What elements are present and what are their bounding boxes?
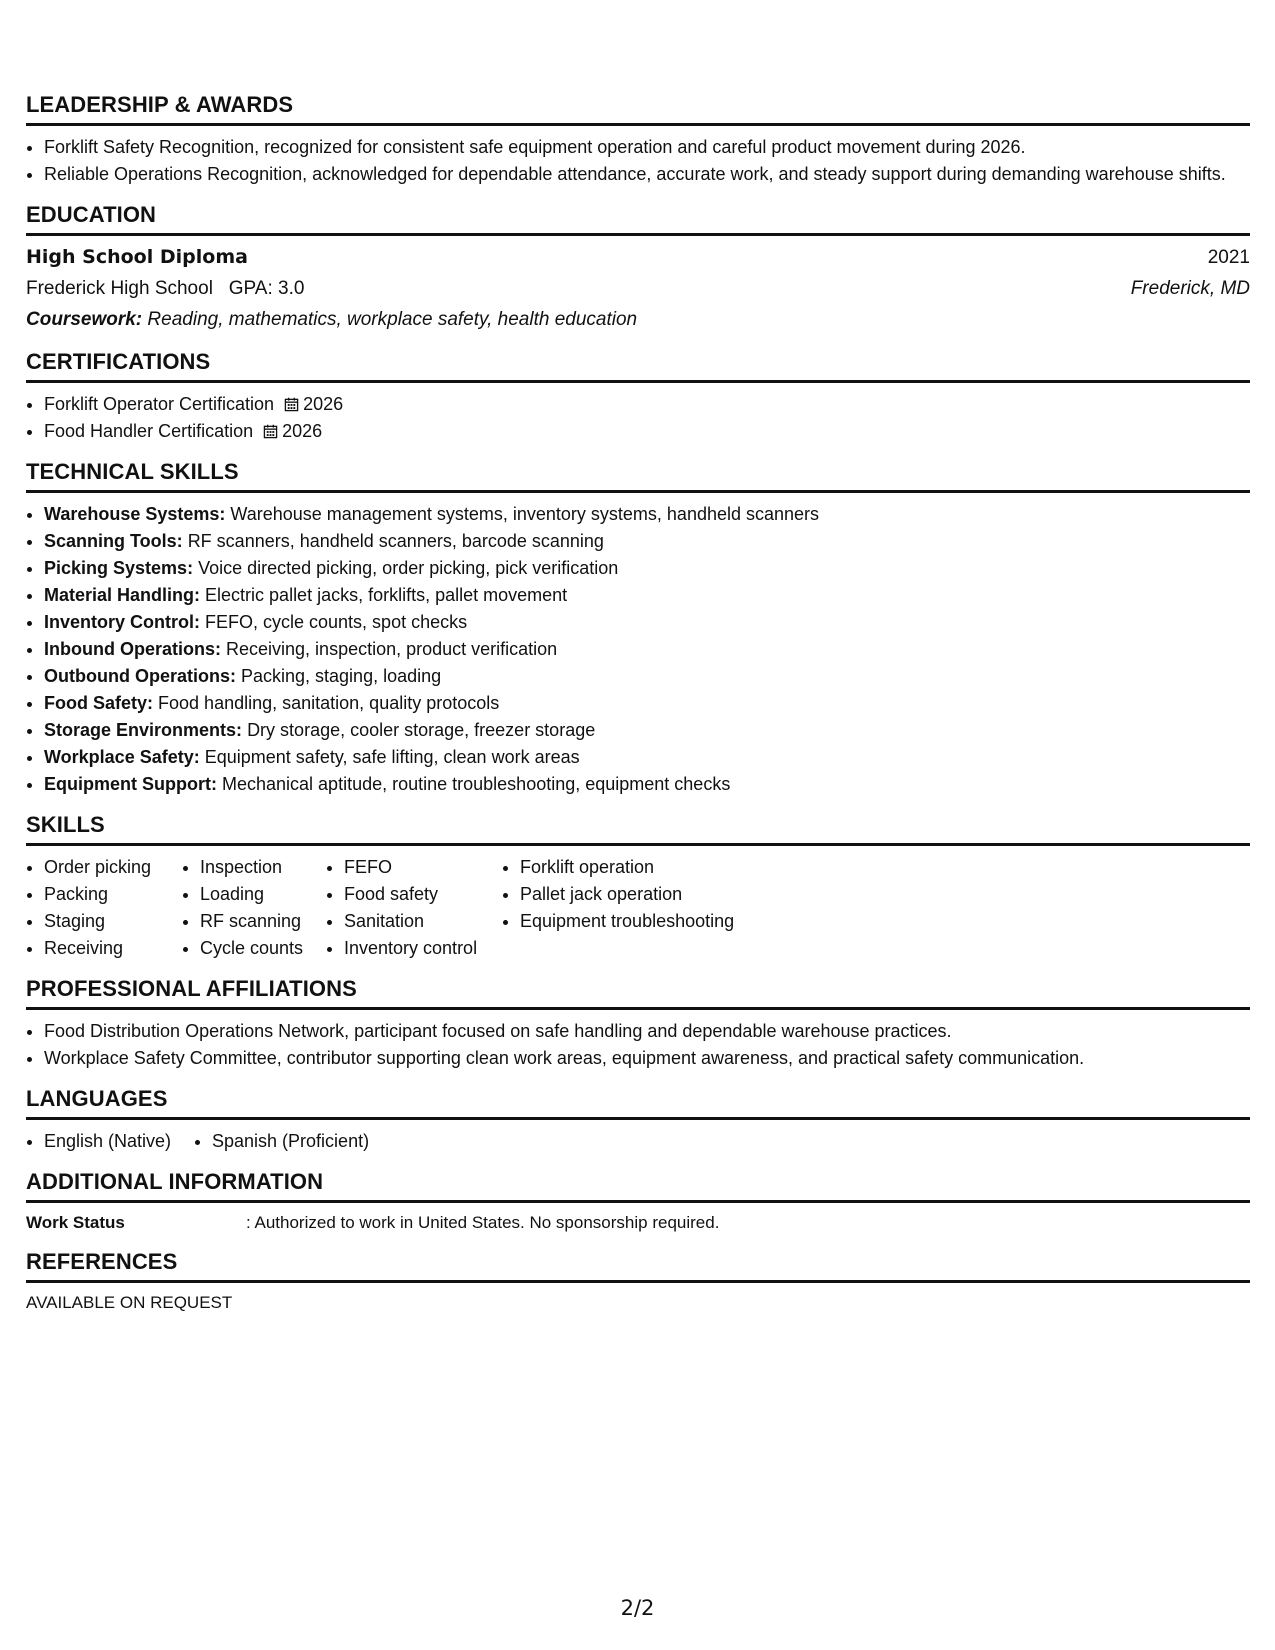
technical-skills-section: [26, 459, 1250, 798]
references-text: AVAILABLE ON REQUEST: [26, 1293, 233, 1312]
work-status-label: Work Status: [26, 1213, 125, 1232]
education-section: [26, 202, 1250, 335]
list-item: • English (Native): [44, 1128, 194, 1155]
affiliations-list: [26, 1018, 1250, 1072]
skill-category: Outbound Operations:: [44, 666, 236, 686]
skills-column: [182, 854, 326, 962]
skill-detail: Electric pallet jacks, forklifts, pallet movement: [205, 585, 568, 605]
list-item: • Forklift operation: [520, 854, 734, 881]
list-item: [44, 744, 1250, 771]
list-item: • Equipment troubleshooting: [520, 908, 734, 935]
section-title: PROFESSIONAL AFFILIATIONS: [26, 976, 1250, 1010]
education-school-row: [26, 273, 1250, 304]
certifications-section: [26, 349, 1250, 445]
certification-name: Food Handler Certification: [44, 421, 254, 441]
list-item: • Order picking: [44, 854, 182, 881]
list-item: • Packing: [44, 881, 182, 908]
skill-detail: FEFO, cycle counts, spot checks: [205, 612, 468, 632]
skill-category: Material Handling:: [44, 585, 201, 605]
page-number: 2/2: [620, 1596, 655, 1620]
skills-column: [326, 854, 502, 962]
certification-year: 2026: [303, 394, 344, 414]
list-item: [44, 418, 1250, 445]
list-item: [44, 582, 1250, 609]
list-item: • Workplace Safety Committee, contributor supporting clean work areas, equipment awareness, and practical safety communication.: [44, 1045, 1250, 1072]
list-item: [44, 717, 1250, 744]
certification-name: Forklift Operator Certification: [44, 394, 275, 414]
skill-detail: Voice directed picking, order picking, pick verification: [198, 558, 619, 578]
section-title: TECHNICAL SKILLS: [26, 459, 1250, 493]
section-title: ADDITIONAL INFORMATION: [26, 1169, 1250, 1203]
section-title: REFERENCES: [26, 1249, 1250, 1283]
section-title: LANGUAGES: [26, 1086, 1250, 1120]
leadership-list: [26, 134, 1250, 188]
technical-skills-list: [26, 501, 1250, 798]
languages-list: [26, 1128, 1250, 1155]
skill-detail: Food handling, sanitation, quality protocols: [158, 693, 500, 713]
calendar-icon: [263, 424, 278, 439]
gpa: GPA: 3.0: [228, 278, 305, 299]
education-header-row: [26, 242, 1250, 273]
list-item: [44, 690, 1250, 717]
skill-category: Food Safety:: [44, 693, 154, 713]
section-title: CERTIFICATIONS: [26, 349, 1250, 383]
degree: High School Diploma: [26, 246, 248, 268]
section-title: SKILLS: [26, 812, 1250, 846]
certifications-list: [26, 391, 1250, 445]
resume-page: [26, 92, 1250, 1327]
additional-info-section: [26, 1169, 1250, 1235]
list-item: [44, 636, 1250, 663]
list-item: • Food safety: [344, 881, 502, 908]
certification-year: 2026: [282, 421, 323, 441]
work-status-row: [26, 1211, 1250, 1235]
list-item: • Pallet jack operation: [520, 881, 734, 908]
list-item: • RF scanning: [200, 908, 326, 935]
list-item: [44, 555, 1250, 582]
skill-detail: Mechanical aptitude, routine troubleshooting, equipment checks: [222, 774, 731, 794]
calendar-icon: [284, 397, 299, 412]
coursework-label: Coursework:: [26, 309, 143, 330]
skill-detail: Receiving, inspection, product verification: [226, 639, 558, 659]
list-item: • Food Distribution Operations Network, participant focused on safe handling and dependable warehouse practices.: [44, 1018, 1250, 1045]
skill-category: Picking Systems:: [44, 558, 194, 578]
skill-category: Storage Environments:: [44, 720, 243, 740]
list-item: • Loading: [200, 881, 326, 908]
list-item: • Sanitation: [344, 908, 502, 935]
section-title: LEADERSHIP & AWARDS: [26, 92, 1250, 126]
coursework-text: Reading, mathematics, workplace safety, health education: [147, 309, 638, 330]
languages-section: [26, 1086, 1250, 1155]
list-item: • Inspection: [200, 854, 326, 881]
list-item: [44, 663, 1250, 690]
list-item: [44, 501, 1250, 528]
list-item: • Cycle counts: [200, 935, 326, 962]
list-item: • Inventory control: [344, 935, 502, 962]
skill-detail: RF scanners, handheld scanners, barcode scanning: [187, 531, 604, 551]
leadership-section: [26, 92, 1250, 188]
list-item: [44, 528, 1250, 555]
list-item: • Reliable Operations Recognition, acknowledged for dependable attendance, accurate work, and steady support during demanding warehouse shifts.: [44, 161, 1250, 188]
graduation-year: 2021: [1207, 247, 1250, 268]
skill-category: Warehouse Systems:: [44, 504, 226, 524]
affiliations-section: [26, 976, 1250, 1072]
skill-category: Inventory Control:: [44, 612, 200, 632]
references-section: [26, 1249, 1250, 1313]
skill-detail: Equipment safety, safe lifting, clean work areas: [204, 747, 580, 767]
list-item: • Staging: [44, 908, 182, 935]
work-status-value: : Authorized to work in United States. No sponsorship required.: [246, 1213, 720, 1232]
coursework: [26, 304, 1250, 335]
list-item: [44, 609, 1250, 636]
list-item: • Spanish (Proficient): [212, 1128, 369, 1155]
list-item: [44, 391, 1250, 418]
skill-detail: Dry storage, cooler storage, freezer storage: [247, 720, 596, 740]
skill-category: Scanning Tools:: [44, 531, 183, 551]
skill-category: Equipment Support:: [44, 774, 217, 794]
skills-section: [26, 812, 1250, 962]
list-item: • Forklift Safety Recognition, recognized for consistent safe equipment operation and careful product movement during 2026.: [44, 134, 1250, 161]
skill-category: Inbound Operations:: [44, 639, 221, 659]
section-title: EDUCATION: [26, 202, 1250, 236]
skill-category: Workplace Safety:: [44, 747, 200, 767]
school-name: Frederick High School: [26, 278, 213, 299]
list-item: • Receiving: [44, 935, 182, 962]
skills-grid: [26, 854, 1250, 962]
skills-column: [502, 854, 734, 962]
skill-detail: Packing, staging, loading: [241, 666, 442, 686]
list-item: [44, 771, 1250, 798]
list-item: • FEFO: [344, 854, 502, 881]
skills-column: [26, 854, 182, 962]
skill-detail: Warehouse management systems, inventory systems, handheld scanners: [230, 504, 820, 524]
school-location: Frederick, MD: [1130, 278, 1250, 299]
